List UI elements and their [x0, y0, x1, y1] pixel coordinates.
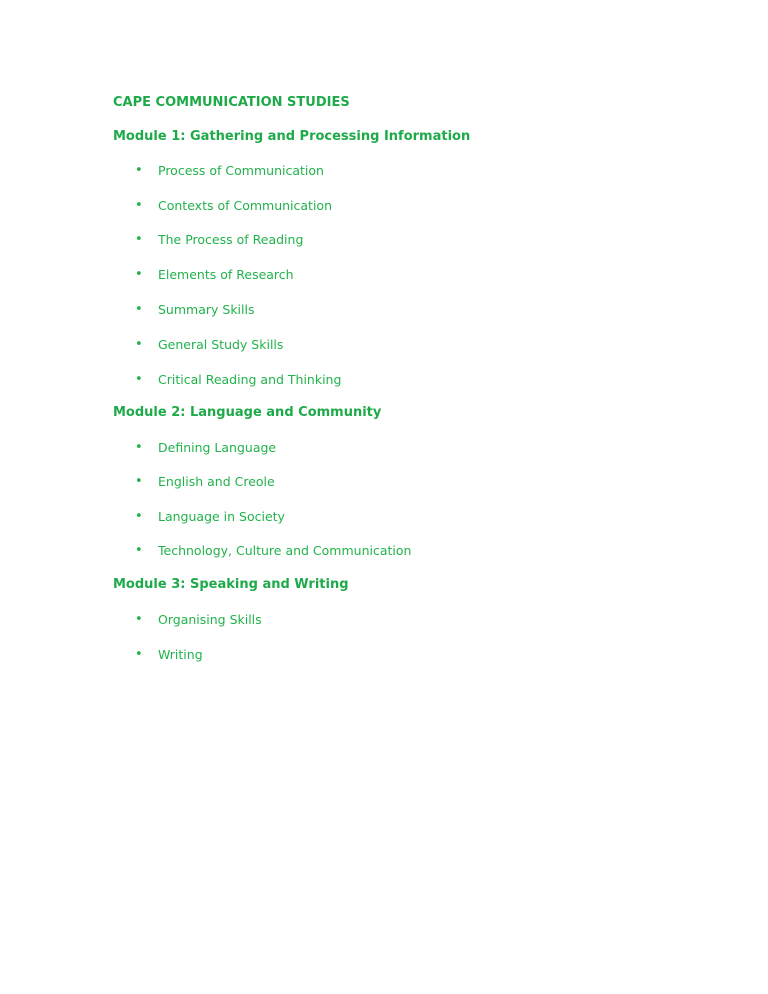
module-2-heading: Module 2: Language and Community — [113, 405, 382, 420]
bullet-icon: • — [135, 337, 143, 352]
bullet-icon: • — [135, 372, 143, 387]
topic-label: Organising Skills — [158, 612, 262, 627]
module-3-heading: Module 3: Speaking and Writing — [113, 577, 349, 592]
bullet-icon: • — [135, 509, 143, 524]
bullet-icon: • — [135, 163, 143, 178]
bullet-icon: • — [135, 198, 143, 213]
topic-label: Contexts of Communication — [158, 198, 332, 213]
topic-label: Language in Society — [158, 509, 285, 524]
bullet-icon: • — [135, 543, 143, 558]
topic-label: Elements of Research — [158, 267, 294, 282]
topic-label: Defining Language — [158, 440, 277, 455]
topic-label: The Process of Reading — [158, 232, 304, 247]
topic-label: English and Creole — [158, 474, 275, 489]
topic-label: Critical Reading and Thinking — [158, 372, 342, 387]
bullet-icon: • — [135, 232, 143, 247]
bullet-icon: • — [135, 440, 143, 455]
bullet-icon: • — [135, 647, 143, 662]
topic-label: Writing — [158, 647, 203, 662]
bullet-icon: • — [135, 302, 143, 317]
topic-label: Summary Skills — [158, 302, 255, 317]
document-title: CAPE COMMUNICATION STUDIES — [113, 95, 350, 110]
bullet-icon: • — [135, 267, 143, 282]
bullet-icon: • — [135, 474, 143, 489]
bullet-icon: • — [135, 612, 143, 627]
module-1-heading: Module 1: Gathering and Processing Information — [113, 129, 471, 144]
topic-label: General Study Skills — [158, 337, 284, 352]
topic-label: Technology, Culture and Communication — [158, 543, 412, 558]
topic-label: Process of Communication — [158, 163, 324, 178]
